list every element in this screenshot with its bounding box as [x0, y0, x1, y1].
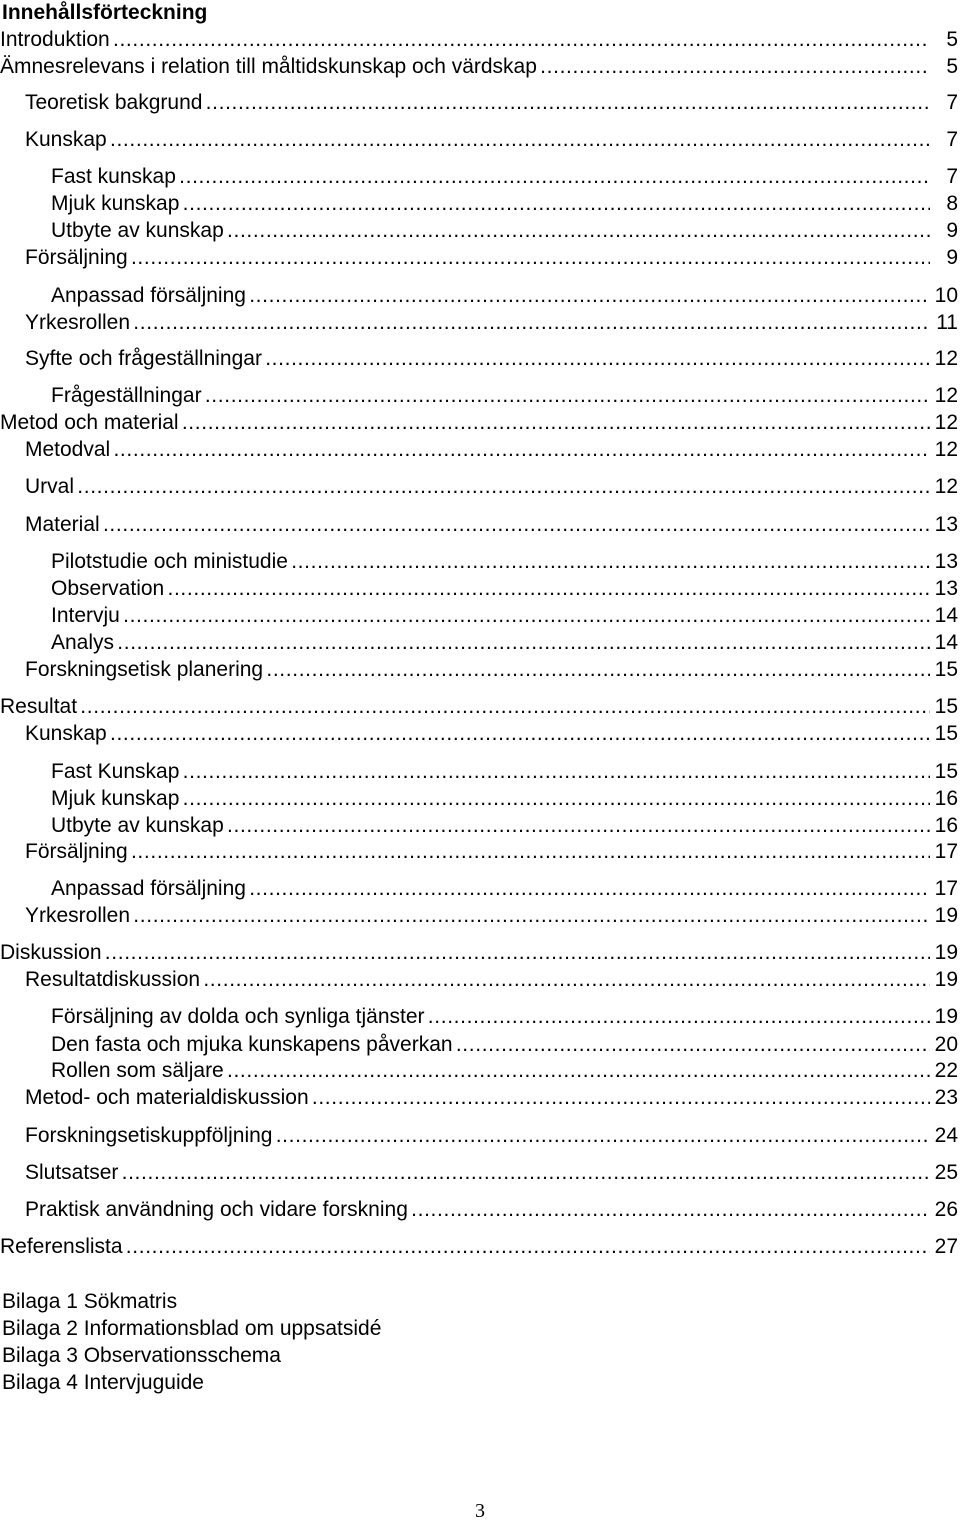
toc-entry-title: Forskningsetisk planering . . . — [25, 657, 932, 683]
toc-entry[interactable] — [0, 90, 960, 116]
toc-entry-title: Mjuk kunskap . . . — [51, 191, 932, 217]
toc-entry[interactable] — [0, 410, 960, 436]
toc-entry-title: Resultat . . . — [0, 694, 932, 720]
toc-entry[interactable] — [0, 1234, 960, 1260]
toc-entry[interactable] — [0, 310, 960, 336]
toc-entry-page: 8 — [930, 191, 958, 217]
toc-entry-title: Analys . . . — [51, 630, 932, 656]
toc-entry-page: 13 — [930, 576, 958, 602]
toc-entry-page: 12 — [930, 474, 958, 500]
appendix-item: Bilaga 1 Sökmatris — [2, 1290, 178, 1313]
toc-entry-title: Observation . . . — [51, 576, 932, 602]
toc-entry[interactable] — [0, 1032, 960, 1058]
toc-entry-page: 5 — [930, 54, 958, 80]
toc-entry[interactable] — [0, 1085, 960, 1111]
toc-entry-page: 17 — [930, 876, 958, 902]
toc-entry-title: Ämnesrelevans i relation till måltidskunskap och värdskap . . . — [0, 54, 932, 80]
toc-entry[interactable] — [0, 54, 960, 80]
toc-entry-title: Yrkesrollen . . . — [25, 310, 932, 336]
toc-entry-page: 15 — [930, 657, 958, 683]
toc-entry[interactable] — [0, 813, 960, 839]
toc-heading: Innehållsförteckning — [2, 1, 208, 24]
toc-entry-page: 25 — [930, 1160, 958, 1186]
toc-entry-title: Kunskap . . . — [25, 127, 932, 153]
toc-entry[interactable] — [0, 1197, 960, 1223]
toc-entry-title: Försäljning . . . — [25, 839, 932, 865]
appendix-item: Bilaga 2 Informationsblad om uppsatsidé — [2, 1317, 382, 1340]
toc-entry-title: Mjuk kunskap . . . — [51, 786, 932, 812]
toc-entry[interactable] — [0, 786, 960, 812]
toc-entry[interactable] — [0, 245, 960, 271]
toc-entry-page: 23 — [930, 1085, 958, 1111]
toc-entry-page: 17 — [930, 839, 958, 865]
toc-entry[interactable] — [0, 967, 960, 993]
toc-entry-title: Intervju . . . — [51, 603, 932, 629]
page-number: 3 — [475, 1500, 485, 1522]
toc-entry-title: Fast Kunskap . . . — [51, 759, 932, 785]
toc-entry-title: Pilotstudie och ministudie . . . — [51, 549, 932, 575]
toc-entry-page: 22 — [930, 1058, 958, 1084]
toc-entry-title: Teoretisk bakgrund . . . — [25, 90, 932, 116]
appendix-item: Bilaga 3 Observationsschema — [2, 1344, 281, 1367]
toc-entry[interactable] — [0, 218, 960, 244]
toc-entry-page: 15 — [930, 694, 958, 720]
toc-entry-title: Slutsatser . . . — [25, 1160, 932, 1186]
toc-entry[interactable] — [0, 346, 960, 372]
toc-entry[interactable] — [0, 383, 960, 409]
toc-entry-title: Frågeställningar . . . — [51, 383, 932, 409]
toc-entry-page: 26 — [930, 1197, 958, 1223]
toc-entry[interactable] — [0, 940, 960, 966]
toc-entry-title: Resultatdiskussion . . . — [25, 967, 932, 993]
toc-entry-title: Introduktion . . . — [0, 27, 932, 53]
toc-entry-page: 13 — [930, 549, 958, 575]
toc-entry[interactable] — [0, 549, 960, 575]
toc-entry-title: Rollen som säljare . . . — [51, 1058, 932, 1084]
toc-entry-title: Försäljning av dolda och synliga tjänster . . . — [51, 1004, 932, 1030]
toc-entry-title: Fast kunskap . . . — [51, 164, 932, 190]
toc-entry[interactable] — [0, 191, 960, 217]
toc-entry-title: Yrkesrollen . . . — [25, 903, 932, 929]
toc-entry-page: 20 — [930, 1032, 958, 1058]
toc-entry-page: 14 — [930, 603, 958, 629]
toc-entry-page: 12 — [930, 346, 958, 372]
appendix-item: Bilaga 4 Intervjuguide — [2, 1371, 204, 1394]
toc-entry[interactable] — [0, 27, 960, 53]
toc-entry[interactable] — [0, 512, 960, 538]
toc-entry-page: 15 — [930, 759, 958, 785]
toc-entry-page: 7 — [930, 127, 958, 153]
toc-entry[interactable] — [0, 603, 960, 629]
toc-entry-page: 16 — [930, 813, 958, 839]
toc-entry-title: Syfte och frågeställningar . . . — [25, 346, 932, 372]
toc-entry[interactable] — [0, 127, 960, 153]
toc-entry-title: Referenslista . . . — [0, 1234, 932, 1260]
toc-entry[interactable] — [0, 839, 960, 865]
toc-entry-title: Kunskap . . . — [25, 721, 932, 747]
toc-entry-page: 19 — [930, 1004, 958, 1030]
toc-entry-page: 7 — [930, 90, 958, 116]
toc-entry[interactable] — [0, 164, 960, 190]
toc-entry-page: 24 — [930, 1123, 958, 1149]
toc-entry-page: 12 — [930, 410, 958, 436]
toc-entry-title: Metod och material . . . — [0, 410, 932, 436]
toc-entry-title: Material . . . — [25, 512, 932, 538]
toc-entry[interactable] — [0, 657, 960, 683]
toc-entry-title: Anpassad försäljning . . . — [51, 876, 932, 902]
toc-entry-title: Försäljning . . . — [25, 245, 932, 271]
toc-entry[interactable] — [0, 759, 960, 785]
toc-entry-page: 19 — [930, 940, 958, 966]
toc-entry-page: 27 — [930, 1234, 958, 1260]
toc-entry[interactable] — [0, 474, 960, 500]
toc-entry-page: 12 — [930, 383, 958, 409]
toc-entry-title: Anpassad försäljning . . . — [51, 283, 932, 309]
toc-entry[interactable] — [0, 283, 960, 309]
toc-entry[interactable] — [0, 630, 960, 656]
toc-entry-page: 16 — [930, 786, 958, 812]
toc-entry[interactable] — [0, 1160, 960, 1186]
toc-entry-page: 14 — [930, 630, 958, 656]
toc-entry-page: 10 — [930, 283, 958, 309]
toc-entry[interactable] — [0, 576, 960, 602]
toc-entry-page: 19 — [930, 903, 958, 929]
toc-entry[interactable] — [0, 1004, 960, 1030]
toc-entry[interactable] — [0, 903, 960, 929]
toc-entry-page: 9 — [930, 245, 958, 271]
toc-entry[interactable] — [0, 721, 960, 747]
toc-entry-page: 15 — [930, 721, 958, 747]
toc-entry[interactable] — [0, 876, 960, 902]
toc-entry-title: Utbyte av kunskap . . . — [51, 813, 932, 839]
toc-entry-title: Utbyte av kunskap . . . — [51, 218, 932, 244]
toc-entry[interactable] — [0, 437, 960, 463]
toc-entry-page: 11 — [930, 310, 958, 336]
toc-entry-page: 13 — [930, 512, 958, 538]
toc-entry[interactable] — [0, 1058, 960, 1084]
toc-entry-title: Den fasta och mjuka kunskapens påverkan . . . — [51, 1032, 932, 1058]
toc-entry[interactable] — [0, 694, 960, 720]
toc-entry-page: 12 — [930, 437, 958, 463]
toc-entry-title: Forskningsetiskuppföljning . . . — [25, 1123, 932, 1149]
toc-entry-page: 9 — [930, 218, 958, 244]
toc-entry-title: Metodval . . . — [25, 437, 932, 463]
toc-entry-title: Metod- och materialdiskussion . . . — [25, 1085, 932, 1111]
toc-entry-title: Diskussion . . . — [0, 940, 932, 966]
toc-entry-page: 7 — [930, 164, 958, 190]
toc-entry[interactable] — [0, 1123, 960, 1149]
toc-entry-page: 19 — [930, 967, 958, 993]
toc-entry-title: Praktisk användning och vidare forskning . . . — [25, 1197, 932, 1223]
toc-entry-page: 5 — [930, 27, 958, 53]
toc-entry-title: Urval . . . — [25, 474, 932, 500]
